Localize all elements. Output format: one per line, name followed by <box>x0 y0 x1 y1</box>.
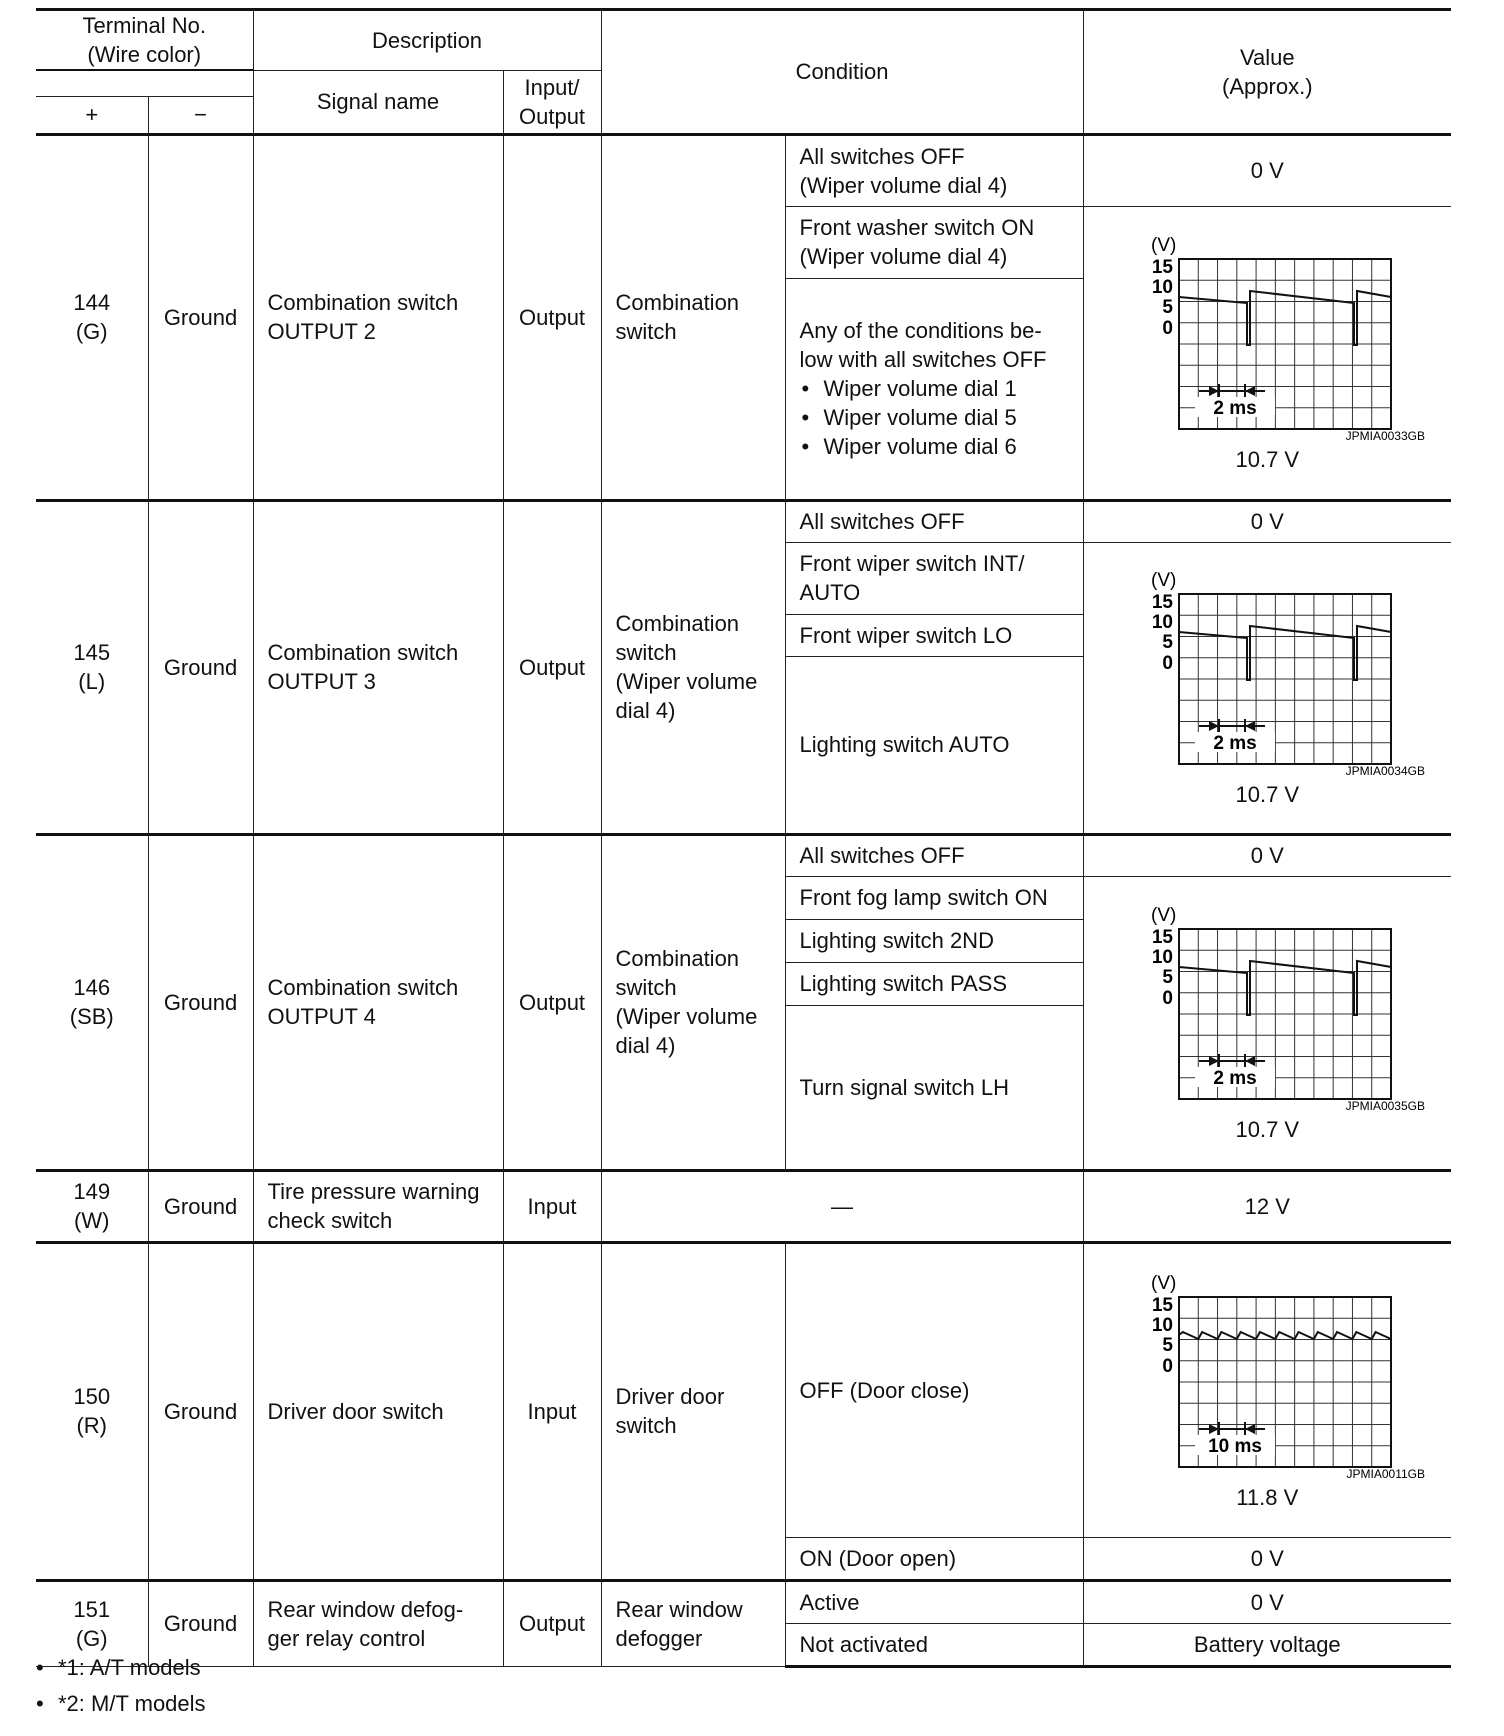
condition: Rear window defogger <box>601 1580 785 1666</box>
waveform-tick-label: 5 <box>1162 1334 1174 1356</box>
terminal-number: 146 (SB) <box>36 834 148 1170</box>
table-row <box>36 834 1451 876</box>
waveform-graph <box>1107 1269 1427 1481</box>
waveform-cell <box>1083 876 1451 1170</box>
sub-condition: All switches OFF (Wiper volume dial 4) <box>785 134 1083 206</box>
value: 0 V <box>1083 134 1451 206</box>
io-type: Input <box>503 1242 601 1580</box>
header-plus: + <box>36 96 148 134</box>
io-type: Input <box>503 1170 601 1242</box>
terminal-ground: Ground <box>148 500 253 834</box>
waveform-tick-label: 15 <box>1152 592 1174 613</box>
sub-condition: Lighting switch 2ND <box>785 919 1083 962</box>
header-spacer <box>36 70 253 96</box>
io-type: Output <box>503 834 601 1170</box>
time-scale-arrow <box>1245 721 1255 731</box>
sub-condition: Turn signal switch LH <box>785 1005 1083 1170</box>
waveform-tick-label: 10 <box>1152 947 1174 968</box>
header-value: Value (Approx.) <box>1083 10 1451 135</box>
terminal-number: 149 (W) <box>36 1170 148 1242</box>
header-input-output: Input/ Output <box>503 70 601 134</box>
waveform-tick-label: 0 <box>1162 318 1174 339</box>
figure-code: JPMIA0035GB <box>1345 1099 1426 1113</box>
value: 12 V <box>1083 1170 1451 1242</box>
waveform-cell <box>1083 542 1451 834</box>
waveform-tick-label: 10 <box>1152 612 1174 633</box>
time-scale-label: 10 ms <box>1208 1435 1263 1457</box>
condition: Combination switch (Wiper volume dial 4) <box>601 834 785 1170</box>
terminal-number: 151 (G) <box>36 1580 148 1666</box>
terminal-number: 144 (G) <box>36 134 148 500</box>
signal-name: Tire pressure warning check switch <box>253 1170 503 1242</box>
sub-condition: Front wiper switch LO <box>785 614 1083 656</box>
waveform-unit-label: (V) <box>1151 905 1177 926</box>
time-scale-label: 2 ms <box>1213 733 1257 754</box>
sub-condition: Front wiper switch INT/ AUTO <box>785 542 1083 614</box>
signal-name: Combination switch OUTPUT 3 <box>253 500 503 834</box>
condition: Driver door switch <box>601 1242 785 1580</box>
waveform-value: 10.7 V <box>1235 782 1300 807</box>
sub-condition: Lighting switch PASS <box>785 962 1083 1005</box>
value: 0 V <box>1083 500 1451 542</box>
waveform-value: 10.7 V <box>1235 447 1300 472</box>
value: 0 V <box>1083 834 1451 876</box>
terminal-ground: Ground <box>148 134 253 500</box>
sub-condition: Active <box>785 1580 1083 1623</box>
waveform-value: 10.7 V <box>1235 1117 1300 1142</box>
terminal-ground: Ground <box>148 1580 253 1666</box>
waveform-tick-label: 0 <box>1162 988 1174 1009</box>
sub-condition: Not activated <box>785 1623 1083 1666</box>
sub-condition: Front washer switch ON (Wiper volume dial 4) <box>785 206 1083 278</box>
waveform-tick-label: 15 <box>1152 1294 1174 1316</box>
waveform-graph <box>1107 566 1427 778</box>
header-condition: Condition <box>601 10 1083 135</box>
terminal-ground: Ground <box>148 1242 253 1580</box>
table-row <box>36 1170 1451 1242</box>
table-row <box>36 500 1451 542</box>
waveform-tick-label: 5 <box>1162 297 1174 318</box>
waveform-tick-label: 5 <box>1162 967 1174 988</box>
terminal-spec-table <box>36 8 1451 1668</box>
time-scale-arrow <box>1245 386 1255 396</box>
sub-condition: Lighting switch AUTO <box>785 656 1083 834</box>
sub-condition: All switches OFF <box>785 834 1083 876</box>
figure-code: JPMIA0034GB <box>1345 764 1426 778</box>
signal-name: Combination switch OUTPUT 2 <box>253 134 503 500</box>
waveform-tick-label: 15 <box>1152 257 1174 278</box>
terminal-number: 150 (R) <box>36 1242 148 1580</box>
value: 0 V <box>1083 1580 1451 1623</box>
list-item: • Wiper volume dial 5 <box>800 403 1069 432</box>
io-type: Output <box>503 500 601 834</box>
waveform-graph <box>1107 231 1427 443</box>
terminal-ground: Ground <box>148 1170 253 1242</box>
waveform-tick-label: 0 <box>1162 1355 1174 1377</box>
value: 0 V <box>1083 1537 1451 1580</box>
waveform-cell <box>1083 206 1451 500</box>
time-scale-arrow <box>1245 1056 1255 1066</box>
waveform-tick-label: 10 <box>1152 277 1174 298</box>
signal-name: Rear window defog- ger relay control <box>253 1580 503 1666</box>
figure-code: JPMIA0011GB <box>1346 1466 1426 1481</box>
time-scale-label: 2 ms <box>1213 1068 1257 1089</box>
waveform-tick-label: 10 <box>1152 1314 1174 1336</box>
condition: Combination switch <box>601 134 785 500</box>
waveform-trace <box>1179 1332 1391 1339</box>
terminal-number: 145 (L) <box>36 500 148 834</box>
condition: — <box>601 1170 1083 1242</box>
sub-condition: ON (Door open) <box>785 1537 1083 1580</box>
list-item: • Wiper volume dial 6 <box>800 432 1069 461</box>
sub-condition: Any of the conditions be- low with all switches OFF • Wiper volume dial 1 • Wiper volume dial 5 • Wiper volume dial 6 <box>785 278 1083 500</box>
waveform-trace <box>1179 291 1391 345</box>
footnote: • *1: A/T models <box>36 1650 206 1686</box>
header-minus: − <box>148 96 253 134</box>
figure-code: JPMIA0033GB <box>1345 429 1426 443</box>
waveform-tick-label: 0 <box>1162 653 1174 674</box>
time-scale-arrow <box>1245 1424 1255 1434</box>
table-row <box>36 1580 1451 1623</box>
waveform-trace <box>1179 961 1391 1015</box>
condition: Combination switch (Wiper volume dial 4) <box>601 500 785 834</box>
signal-name: Driver door switch <box>253 1242 503 1580</box>
waveform-unit-label: (V) <box>1151 570 1177 591</box>
header-description: Description <box>253 10 601 71</box>
waveform-tick-label: 15 <box>1152 927 1174 948</box>
table-row <box>36 134 1451 206</box>
waveform-unit-label: (V) <box>1151 235 1177 256</box>
table-row <box>36 1242 1451 1537</box>
waveform-value: 11.8 V <box>1236 1484 1299 1510</box>
signal-name: Combination switch OUTPUT 4 <box>253 834 503 1170</box>
footnote: • *2: M/T models <box>36 1686 206 1722</box>
waveform-cell <box>1083 1242 1451 1537</box>
header-signal-name: Signal name <box>253 70 503 134</box>
list-item: • Wiper volume dial 1 <box>800 374 1069 403</box>
value: Battery voltage <box>1083 1623 1451 1666</box>
header-terminal-no: Terminal No. (Wire color) <box>36 10 253 71</box>
terminal-ground: Ground <box>148 834 253 1170</box>
waveform-trace <box>1179 626 1391 680</box>
waveform-unit-label: (V) <box>1151 1272 1177 1294</box>
footnotes <box>36 1650 206 1722</box>
sub-condition: Front fog lamp switch ON <box>785 876 1083 919</box>
waveform-graph <box>1107 901 1427 1113</box>
io-type: Output <box>503 1580 601 1666</box>
sub-condition: OFF (Door close) <box>785 1242 1083 1537</box>
waveform-tick-label: 5 <box>1162 632 1174 653</box>
sub-condition: All switches OFF <box>785 500 1083 542</box>
time-scale-label: 2 ms <box>1213 398 1257 419</box>
io-type: Output <box>503 134 601 500</box>
